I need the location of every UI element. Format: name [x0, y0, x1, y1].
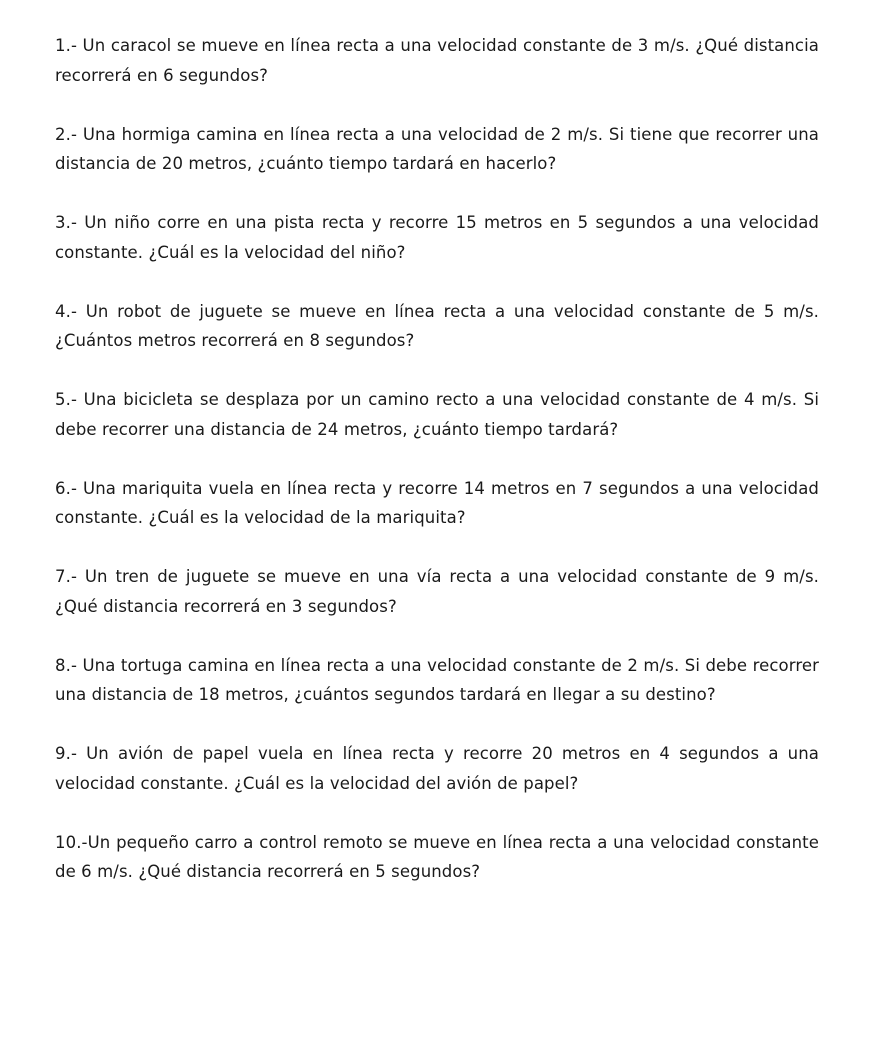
problem-3: 3.- Un niño corre en una pista recta y recorre 15 metros en 5 segundos a una velocidad constante. ¿Cuál es la velocidad del niño? — [55, 213, 819, 262]
problem-6: 6.- Una mariquita vuela en línea recta y recorre 14 metros en 7 segundos a una velocidad constante. ¿Cuál es la velocidad de la mariquita? — [55, 478, 819, 527]
problem-7: 7.- Un tren de juguete se mueve en una vía recta a una velocidad constante de 9 m/s. ¿Qué distancia recorrerá en 3 segundos? — [55, 567, 819, 616]
problem-5: 5.- Una bicicleta se desplaza por un camino recto a una velocidad constante de 4 m/s. Si debe recorrer una distancia de 24 metros, ¿cuánto tiempo tardará? — [55, 390, 819, 439]
problem-10: 10.-Un pequeño carro a control remoto se mueve en línea recta a una velocidad constante de 6 m/s. ¿Qué distancia recorrerá en 5 segundos? — [55, 832, 819, 881]
problem-4: 4.- Un robot de juguete se mueve en línea recta a una velocidad constante de 5 m/s. ¿Cuántos metros recorrerá en 8 segundos? — [55, 301, 819, 350]
problem-9: 9.- Un avión de papel vuela en línea recta y recorre 20 metros en 4 segundos a una velocidad constante. ¿Cuál es la velocidad del avión de papel? — [55, 744, 819, 793]
problem-1: 1.- Un caracol se mueve en línea recta a una velocidad constante de 3 m/s. ¿Qué distancia recorrerá en 6 segundos? — [55, 36, 819, 85]
problem-8: 8.- Una tortuga camina en línea recta a una velocidad constante de 2 m/s. Si debe recorrer una distancia de 18 metros, ¿cuántos segundos tardará en llegar a su destino? — [55, 655, 819, 704]
problem-2: 2.- Una hormiga camina en línea recta a una velocidad de 2 m/s. Si tiene que recorrer una distancia de 20 metros, ¿cuánto tiempo tardará en hacerlo? — [55, 124, 819, 173]
